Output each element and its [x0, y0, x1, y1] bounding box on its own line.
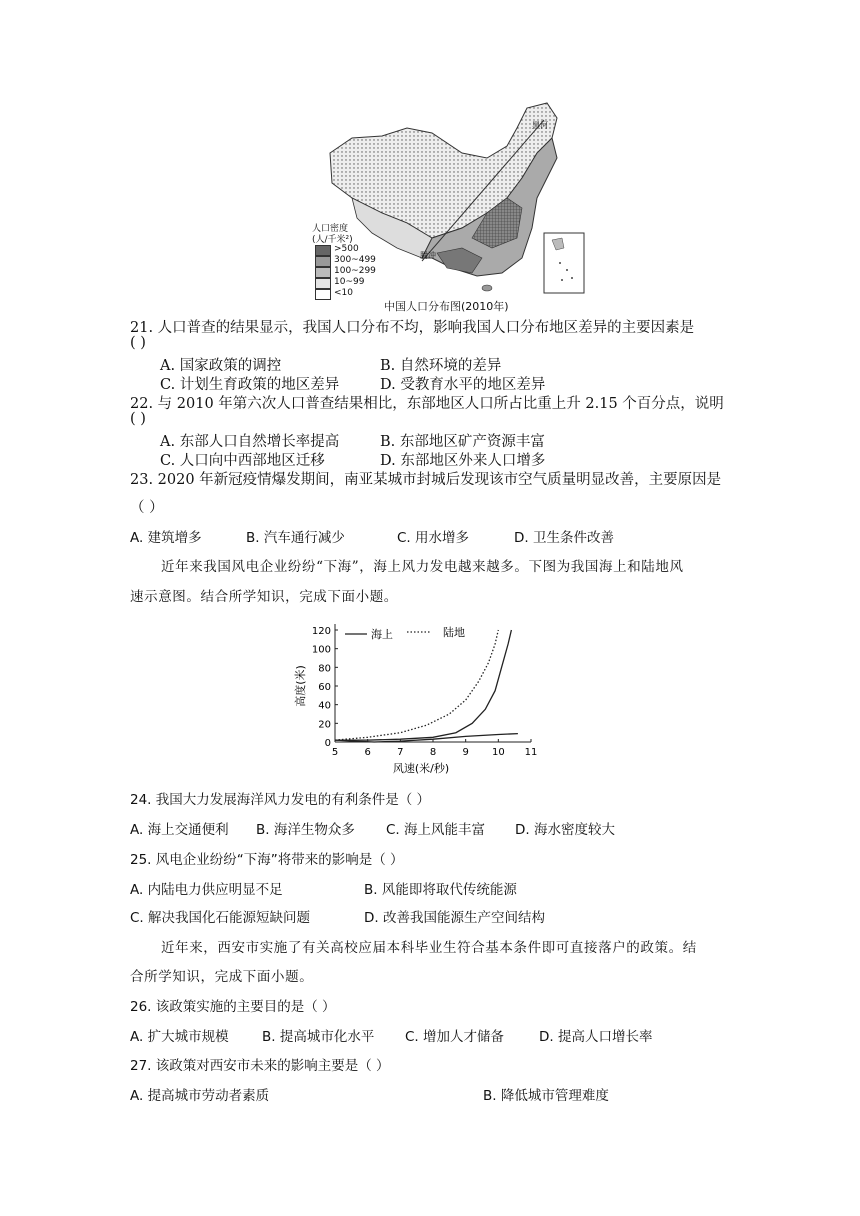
q24-option-c[interactable]: C. 海上风能丰富	[386, 822, 486, 838]
q25-option-a[interactable]: A. 内陆电力供应明显不足	[130, 882, 283, 898]
q21-option-d[interactable]: D. 受教育水平的地区差异	[380, 377, 546, 393]
legend-swatch-lt10	[315, 289, 331, 300]
legend-swatch-300	[315, 256, 331, 267]
y-axis-label: 高度(米)	[294, 665, 307, 707]
x-tick-label: 9	[462, 747, 469, 758]
legend-sea-label: 海上	[371, 628, 393, 641]
q27-stem: 27. 该政策对西安市未来的影响主要是（ ）	[130, 1058, 390, 1074]
q23-option-c[interactable]: C. 用水增多	[397, 530, 470, 546]
q25-option-d[interactable]: D. 改善我国能源生产空间结构	[364, 910, 545, 926]
q22-option-a[interactable]: A. 东部人口自然增长率提高	[160, 434, 340, 450]
q21-option-b[interactable]: B. 自然环境的差异	[380, 358, 502, 374]
legend-title: 人口密度	[312, 224, 349, 234]
y-tick-label: 120	[311, 626, 331, 637]
q25-option-b[interactable]: B. 风能即将取代传统能源	[364, 882, 517, 898]
x-tick-label: 5	[331, 747, 339, 758]
q26-option-d[interactable]: D. 提高人口增长率	[539, 1029, 653, 1045]
q24-option-d[interactable]: D. 海水密度较大	[515, 822, 615, 838]
legend-land-label: 陆地	[443, 626, 465, 639]
intro-xian-line2: 合所学知识，完成下面小题。	[130, 969, 314, 985]
q24-option-b[interactable]: B. 海洋生物众多	[256, 822, 355, 838]
legend-swatch-100	[315, 267, 331, 278]
y-tick-label: 80	[318, 663, 331, 675]
q23-option-b[interactable]: B. 汽车通行减少	[246, 530, 345, 546]
y-tick-label: 0	[324, 738, 331, 749]
q25-option-c[interactable]: C. 解决我国化石能源短缺问题	[130, 910, 311, 926]
y-tick-label: 100	[311, 644, 331, 656]
y-tick-label: 60	[318, 682, 331, 693]
q22-paren: ( )	[130, 411, 146, 427]
x-tick-label: 11	[524, 747, 538, 758]
q21-stem: 21. 人口普查的结果显示，我国人口分布不均，影响我国人口分布地区差异的主要因素是	[130, 320, 695, 336]
intro-wind-line1: 近年来我国风电企业纷纷“下海”，海上风力发电越来越多。下图为我国海上和陆地风	[161, 559, 684, 575]
legend-label: 100~299	[334, 266, 376, 276]
x-tick-label: 8	[429, 747, 437, 758]
legend-label: 300~499	[334, 255, 376, 265]
tengchong-label: 腾冲	[420, 251, 436, 260]
q21-paren: ( )	[130, 335, 146, 351]
x-tick-label: 6	[364, 747, 371, 758]
intro-xian-line1: 近年来，西安市实施了有关高校应届本科毕业生符合基本条件即可直接落户的政策。结	[161, 940, 697, 956]
q25-stem: 25. 风电企业纷纷“下海”将带来的影响是（ ）	[130, 852, 404, 868]
legend-unit: (人/千米²)	[312, 235, 353, 245]
legend-swatch-10	[315, 278, 331, 289]
q21-option-c[interactable]: C. 计划生育政策的地区差异	[160, 377, 340, 393]
q22-option-d[interactable]: D. 东部地区外来人口增多	[380, 453, 546, 469]
intro-wind-line2: 速示意图。结合所学知识，完成下面小题。	[130, 589, 398, 605]
map-caption: 中国人口分布图(2010年)	[384, 300, 509, 313]
q22-option-c[interactable]: C. 人口向中西部地区迁移	[160, 453, 325, 469]
series-line-0	[335, 630, 511, 740]
q26-option-a[interactable]: A. 扩大城市规模	[130, 1029, 229, 1045]
x-tick-label: 10	[491, 747, 505, 758]
q23-stem: 23. 2020 年新冠疫情爆发期间，南亚某城市封城后发现该市空气质量明显改善，主要原因是	[130, 472, 722, 488]
legend-swatch-500	[315, 245, 331, 256]
population-map	[312, 98, 602, 313]
x-axis-label: 风速(米/秒)	[392, 762, 450, 775]
heihe-label: 黑河	[532, 121, 548, 130]
y-tick-label: 40	[318, 700, 331, 712]
q27-option-a[interactable]: A. 提高城市劳动者素质	[130, 1088, 270, 1104]
q22-stem: 22. 与 2010 年第六次人口普查结果相比，东部地区人口所占比重上升 2.15 个百分点，说明	[130, 396, 724, 412]
q27-option-b[interactable]: B. 降低城市管理难度	[483, 1088, 609, 1104]
q26-option-c[interactable]: C. 增加人才储备	[405, 1029, 505, 1045]
legend-label: 10~99	[334, 277, 365, 287]
series-line-1	[335, 630, 498, 740]
q22-option-b[interactable]: B. 东部地区矿产资源丰富	[380, 434, 545, 450]
q23-paren: （ ）	[130, 500, 164, 516]
legend-label: >500	[334, 244, 359, 254]
x-tick-label: 7	[397, 747, 404, 758]
q23-option-a[interactable]: A. 建筑增多	[130, 530, 202, 546]
q26-option-b[interactable]: B. 提高城市化水平	[262, 1029, 375, 1045]
q21-option-a[interactable]: A. 国家政策的调控	[160, 358, 282, 374]
wind-speed-chart	[290, 616, 550, 776]
y-tick-label: 20	[318, 719, 331, 731]
q26-stem: 26. 该政策实施的主要目的是（ ）	[130, 999, 336, 1015]
q24-stem: 24. 我国大力发展海洋风力发电的有利条件是（ ）	[130, 792, 431, 808]
q23-option-d[interactable]: D. 卫生条件改善	[514, 530, 614, 546]
q24-option-a[interactable]: A. 海上交通便利	[130, 822, 229, 838]
legend-label: <10	[334, 288, 353, 298]
